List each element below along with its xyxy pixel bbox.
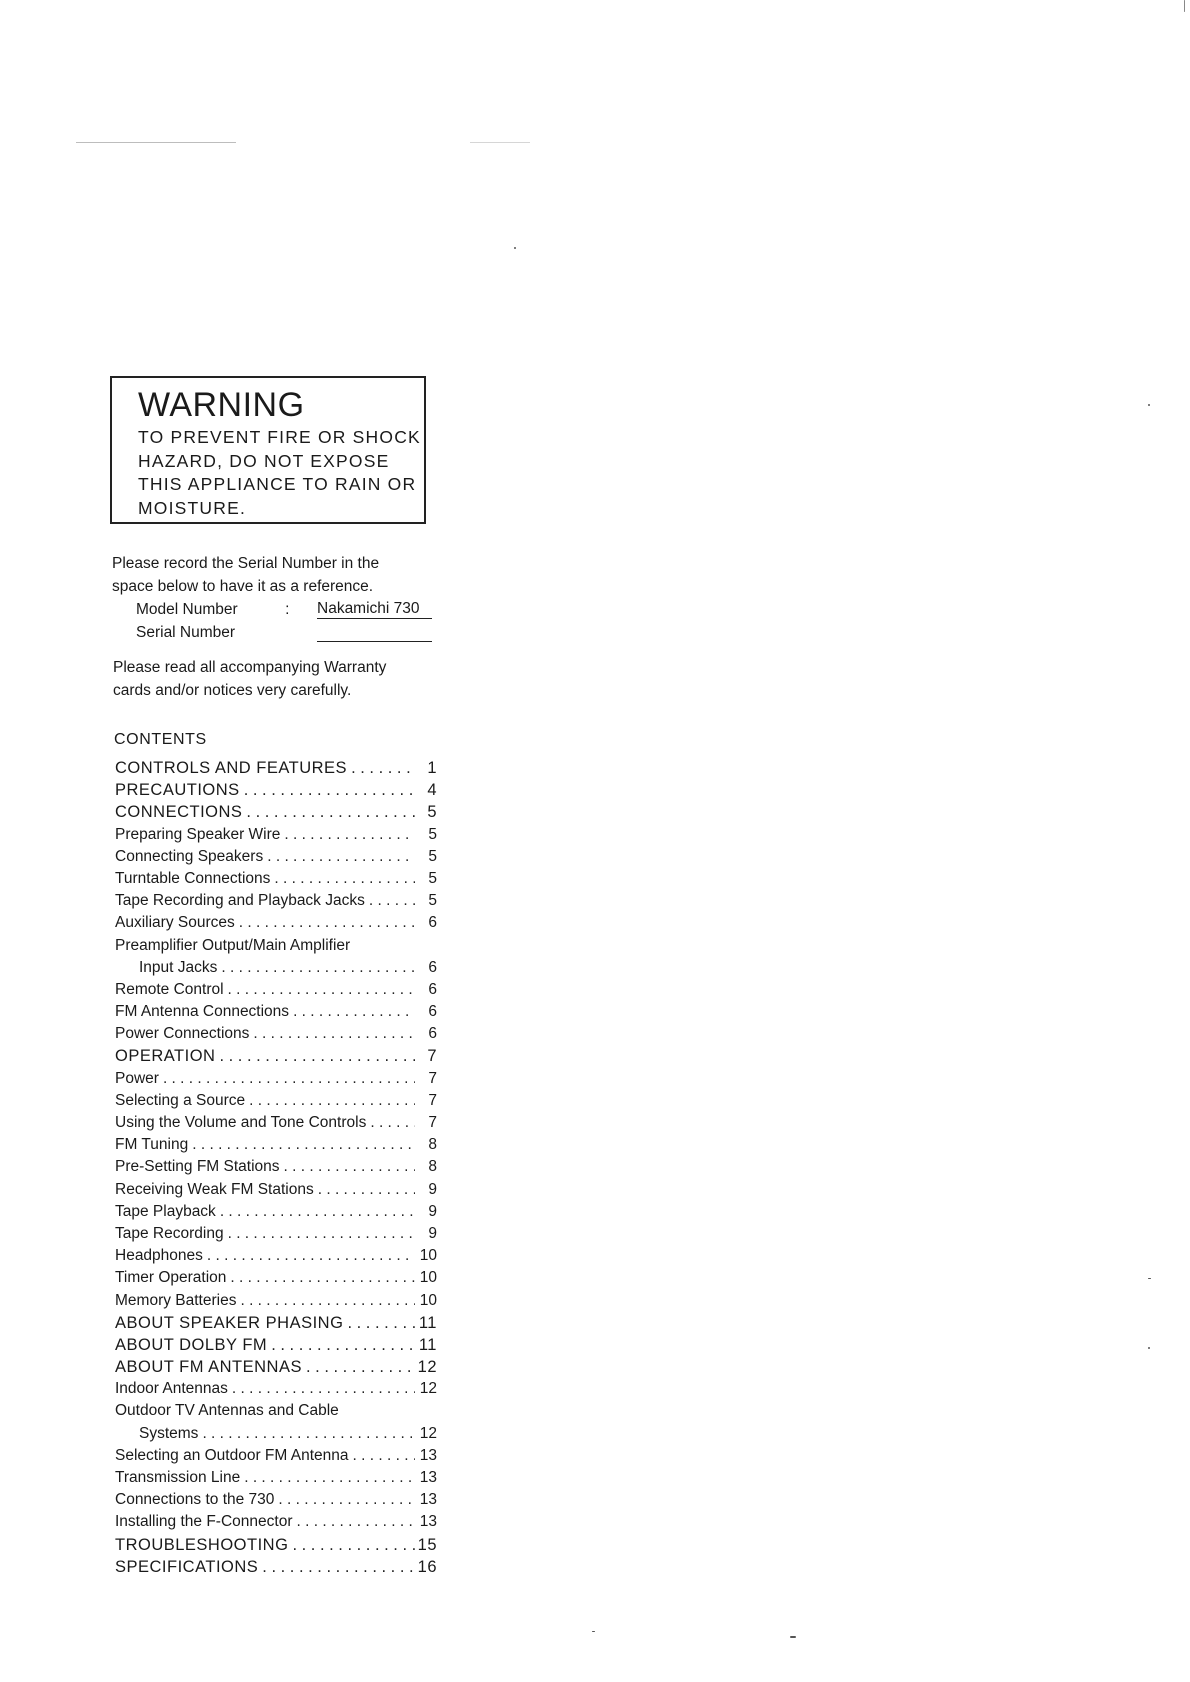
serial-number-label: Serial Number	[136, 624, 236, 641]
toc-entry	[115, 1358, 437, 1380]
toc-entry-leader-dots	[228, 1380, 415, 1398]
toc-entry	[115, 1158, 437, 1180]
toc-entry	[115, 914, 437, 936]
toc-entry-title: Preamplifier Output/Main Amplifier	[115, 936, 351, 954]
toc-entry-title: FM Tuning	[115, 1136, 189, 1154]
table-of-contents	[115, 759, 437, 1580]
model-number-row	[112, 598, 432, 621]
model-number-colon: :	[285, 601, 290, 618]
toc-entry-leader-dots	[236, 1292, 415, 1310]
toc-entry-title: Connections to the 730	[115, 1491, 275, 1509]
toc-entry-page-number: 13	[419, 1446, 437, 1464]
toc-entry-page-number: 5	[428, 847, 437, 865]
toc-entry-leader-dots	[314, 1181, 415, 1199]
toc-entry-title: Selecting a Source	[115, 1091, 246, 1109]
toc-entry-leader-dots	[235, 914, 415, 932]
toc-entry	[115, 1092, 437, 1114]
toc-entry	[115, 1181, 437, 1203]
toc-entry	[115, 892, 437, 914]
toc-entry	[115, 1136, 437, 1158]
toc-entry	[115, 1003, 437, 1025]
toc-entry	[115, 803, 437, 825]
toc-entry	[115, 1469, 437, 1491]
toc-entry-leader-dots	[224, 1225, 415, 1243]
toc-entry	[115, 937, 437, 959]
toc-entry-leader-dots	[242, 803, 415, 822]
scan-artifact-line	[470, 142, 530, 143]
toc-entry-leader-dots	[366, 1114, 415, 1132]
toc-entry-page-number: 6	[428, 914, 437, 932]
warning-box	[110, 376, 426, 524]
toc-entry-page-number: 13	[419, 1491, 437, 1509]
record-instructions-line-2: space below to have it as a reference.	[112, 578, 374, 595]
toc-entry-page-number: 5	[428, 892, 437, 910]
toc-entry	[115, 1558, 437, 1580]
toc-entry-title: Receiving Weak FM Stations	[115, 1180, 314, 1198]
toc-entry-title: Installing the F-Connector	[115, 1513, 293, 1531]
toc-entry	[115, 781, 437, 803]
toc-entry-leader-dots	[302, 1358, 415, 1377]
toc-entry-title: SPECIFICATIONS	[115, 1557, 259, 1576]
toc-entry-leader-dots	[263, 848, 415, 866]
toc-entry-title: Tape Recording and Playback Jacks	[115, 892, 365, 910]
toc-entry-title: Tape Recording	[115, 1224, 224, 1242]
toc-entry-page-number: 13	[419, 1469, 437, 1486]
toc-entry-leader-dots	[280, 1158, 415, 1176]
serial-number-row	[112, 621, 432, 644]
toc-entry-title: Using the Volume and Tone Controls	[115, 1114, 367, 1131]
toc-entry-page-number: 10	[419, 1247, 437, 1265]
scan-speck	[592, 1631, 595, 1632]
model-number-label: Model Number	[136, 601, 238, 618]
toc-entry-page-number: 8	[428, 1136, 437, 1154]
toc-entry-page-number: 6	[428, 958, 437, 976]
toc-entry-page-number: 7	[428, 1091, 437, 1109]
toc-entry-leader-dots	[343, 1314, 415, 1333]
toc-entry-leader-dots	[280, 826, 415, 844]
warranty-notice	[113, 656, 433, 702]
toc-entry	[115, 1269, 437, 1291]
warranty-line-1: Please read all accompanying Warranty	[113, 659, 387, 676]
toc-entry-title: OPERATION	[115, 1047, 216, 1066]
toc-entry	[115, 1114, 437, 1136]
toc-entry-title: Power	[115, 1069, 159, 1087]
toc-entry-leader-dots	[203, 1247, 415, 1265]
toc-entry-page-number: 12	[419, 1380, 437, 1398]
toc-entry-page-number: 10	[419, 1269, 437, 1287]
contents-heading: CONTENTS	[114, 731, 207, 748]
warning-text: TO PREVENT FIRE OR SHOCK HAZARD, DO NOT EXPOSE THIS APPLIANCE TO RAIN OR MOISTURE.	[138, 427, 421, 518]
warranty-line-2: cards and/or notices very carefully.	[113, 682, 352, 699]
toc-entry-title: Headphones	[115, 1247, 203, 1265]
toc-entry-title: Transmission Line	[115, 1469, 241, 1486]
toc-entry	[115, 1536, 437, 1558]
toc-entry-leader-dots	[365, 892, 415, 910]
toc-entry-page-number: 6	[428, 1025, 437, 1043]
toc-entry-leader-dots	[217, 959, 415, 977]
toc-entry-leader-dots	[159, 1070, 415, 1088]
toc-entry-title: Indoor Antennas	[115, 1380, 228, 1398]
toc-entry-title: Auxiliary Sources	[115, 914, 235, 932]
toc-entry-title: Tape Playback	[115, 1202, 216, 1220]
toc-entry-title: Outdoor TV Antennas and Cable	[115, 1402, 339, 1420]
toc-entry-leader-dots	[258, 1558, 415, 1577]
toc-entry-page-number: 5	[428, 825, 437, 843]
toc-entry	[115, 959, 437, 981]
toc-entry-title: PRECAUTIONS	[115, 781, 240, 800]
toc-entry-leader-dots	[292, 1513, 415, 1531]
toc-entry-leader-dots	[249, 1025, 415, 1043]
toc-entry	[115, 1070, 437, 1092]
toc-entry	[115, 1225, 437, 1247]
toc-entry	[115, 1047, 437, 1069]
toc-entry-title: Systems	[139, 1424, 199, 1442]
toc-entry-title: ABOUT DOLBY FM	[115, 1335, 268, 1354]
toc-entry-page-number: 7	[427, 1047, 437, 1066]
toc-entry	[115, 759, 437, 781]
toc-entry	[115, 1425, 437, 1447]
toc-entry-leader-dots	[240, 1469, 415, 1487]
toc-entry	[115, 826, 437, 848]
toc-entry	[115, 1314, 437, 1336]
toc-entry	[115, 1025, 437, 1047]
toc-entry-title: Remote Control	[115, 980, 224, 998]
toc-entry-page-number: 8	[428, 1158, 437, 1176]
toc-entry-title: Pre-Setting FM Stations	[115, 1158, 280, 1176]
toc-entry-page-number: 11	[418, 1313, 437, 1332]
serial-number-blank	[317, 623, 432, 642]
toc-entry-page-number: 15	[417, 1535, 437, 1554]
toc-entry	[115, 1491, 437, 1513]
scan-speck	[790, 1636, 796, 1638]
record-instructions-line-1: Please record the Serial Number in the	[112, 555, 380, 572]
toc-entry-title: FM Antenna Connections	[115, 1003, 290, 1021]
toc-entry-page-number: 12	[417, 1358, 437, 1377]
toc-entry-page-number: 6	[428, 980, 437, 998]
toc-entry-title: Connecting Speakers	[115, 847, 264, 865]
toc-entry-leader-dots	[224, 981, 415, 999]
toc-entry-title: ABOUT SPEAKER PHASING	[115, 1313, 344, 1332]
toc-entry-leader-dots	[245, 1092, 415, 1110]
toc-entry-title: ABOUT FM ANTENNAS	[115, 1358, 302, 1377]
toc-entry-title: Power Connections	[115, 1025, 250, 1043]
toc-entry	[115, 1247, 437, 1269]
toc-entry-page-number: 6	[428, 1003, 437, 1021]
toc-entry	[115, 1513, 437, 1535]
toc-entry-page-number: 5	[427, 803, 437, 822]
toc-entry-leader-dots	[270, 870, 415, 888]
toc-entry-title: CONTROLS AND FEATURES	[115, 759, 348, 777]
toc-entry-leader-dots	[240, 781, 415, 800]
scan-speck	[1148, 404, 1150, 406]
toc-entry-leader-dots	[347, 759, 415, 778]
toc-entry-page-number: 7	[428, 1114, 437, 1131]
toc-entry-page-number: 12	[419, 1424, 437, 1442]
toc-entry-page-number: 1	[427, 759, 437, 777]
toc-entry-title: Timer Operation	[115, 1269, 227, 1287]
toc-entry-page-number: 9	[428, 1202, 437, 1220]
scan-speck	[514, 247, 516, 249]
toc-entry-title: Memory Batteries	[115, 1291, 237, 1309]
toc-entry	[115, 1336, 437, 1358]
toc-entry-title: Preparing Speaker Wire	[115, 825, 281, 843]
toc-entry-page-number: 9	[428, 1180, 437, 1198]
toc-entry-page-number: 16	[417, 1557, 437, 1576]
toc-entry-page-number: 4	[427, 781, 437, 800]
toc-entry-page-number: 10	[419, 1291, 437, 1309]
toc-entry-leader-dots	[188, 1136, 415, 1154]
toc-entry-leader-dots	[226, 1269, 415, 1287]
toc-entry	[115, 981, 437, 1003]
toc-entry-leader-dots	[288, 1536, 415, 1555]
toc-entry-leader-dots	[215, 1047, 415, 1066]
toc-entry	[115, 870, 437, 892]
toc-entry-leader-dots	[267, 1336, 415, 1355]
toc-entry-page-number: 7	[428, 1069, 437, 1087]
scan-artifact-line	[76, 142, 236, 143]
toc-entry-page-number: 9	[428, 1224, 437, 1242]
toc-entry-leader-dots	[349, 1447, 415, 1465]
model-number-value: Nakamichi 730	[317, 600, 432, 619]
warning-title: WARNING	[138, 386, 305, 424]
toc-entry	[115, 1292, 437, 1314]
toc-entry-leader-dots	[216, 1203, 415, 1221]
toc-entry-leader-dots	[198, 1425, 415, 1443]
toc-entry-leader-dots	[289, 1003, 415, 1021]
toc-entry-page-number: 13	[419, 1513, 437, 1531]
serial-record-block	[112, 552, 432, 644]
toc-entry-title: Selecting an Outdoor FM Antenna	[115, 1446, 349, 1464]
toc-entry-title: Input Jacks	[139, 958, 218, 976]
toc-entry-page-number: 5	[428, 869, 437, 887]
toc-entry-leader-dots	[274, 1491, 415, 1509]
scan-speck	[1184, 0, 1185, 12]
toc-entry-page-number: 11	[418, 1335, 437, 1354]
toc-entry-title: CONNECTIONS	[115, 803, 243, 822]
toc-entry	[115, 1203, 437, 1225]
toc-entry	[115, 1447, 437, 1469]
scan-speck	[1148, 1278, 1151, 1279]
toc-entry	[115, 1380, 437, 1402]
toc-entry	[115, 848, 437, 870]
toc-entry	[115, 1402, 437, 1424]
scan-speck	[1148, 1347, 1150, 1349]
toc-entry-title: TROUBLESHOOTING	[115, 1535, 289, 1554]
toc-entry-title: Turntable Connections	[115, 869, 271, 887]
